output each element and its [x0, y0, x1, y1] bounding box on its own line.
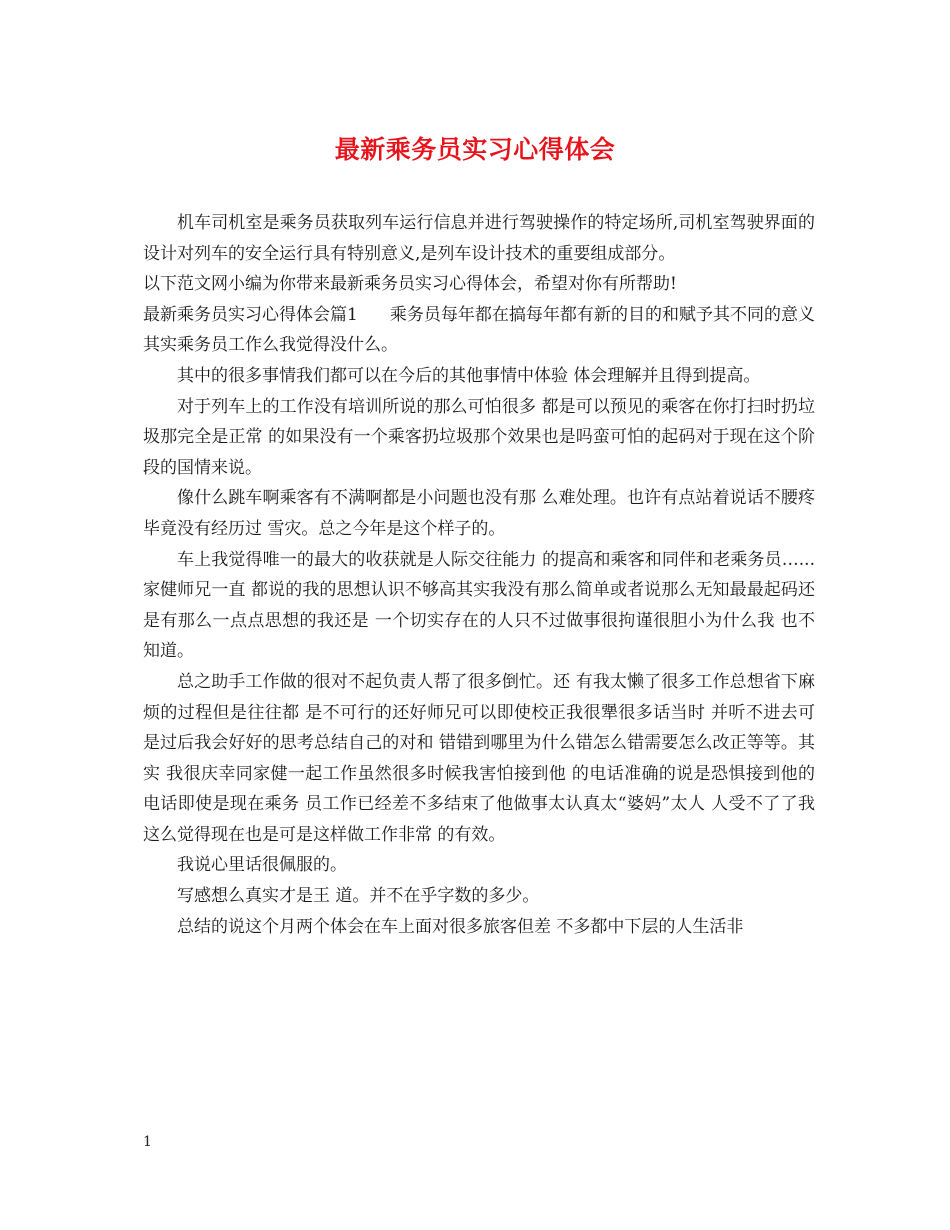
body-paragraph: 对于列车上的工作没有培训所说的那么可怕很多 都是可以预见的乘客在你打扫时扔垃圾那完全是正常 的如果没有一个乘客扔垃圾那个效果也是吗蛮可怕的起码对于现在这个阶段的国情来说。 — [143, 396, 815, 478]
body-paragraph: 写感想么真实才是王 道。并不在乎字数的多少。 — [177, 886, 540, 907]
section-paragraph — [143, 300, 815, 361]
body-paragraph: 我说心里话很佩服的。 — [177, 855, 347, 876]
body-paragraph: 像什么跳车啊乘客有不满啊都是小问题也没有那 么难处理。也许有点站着说话不腰疼毕竟没有经历过 雪灾。总之今年是这个样子的。 — [143, 488, 815, 539]
intro-paragraph-2: 以下范文网小编为你带来最新乘务员实习心得体会，希望对你有所帮助! — [143, 274, 677, 295]
section-heading: 最新乘务员实习心得体会篇1 — [143, 304, 358, 325]
document-body — [143, 208, 815, 942]
page-number: 1 — [143, 1134, 152, 1150]
document-title: 最新乘务员实习心得体会 — [334, 135, 616, 164]
body-paragraph: 总之助手工作做的很对不起负责人帮了很多倒忙。还 有我太懒了很多工作总想省下麻烦的过程但是往往都 是不可行的还好师兄可以即使校正我很犟很多话当时 并听不进去可是过后我会好好的思考总结自己的对和 错错到哪里为什么错怎么错需要怎么改正等等。其实 我很庆幸同家健一起工作虽然很多时候我害怕接到他 的电话准确的说是恐惧接到他的电话即使是现在乘务 员工作已经差不多结束了他做事太认真太“婆妈”太人 人受不了了我这么觉得现在也是可是这样做工作非常 的有效。 — [143, 671, 815, 845]
body-paragraph: 总结的说这个月两个体会在车上面对很多旅客但差 不多都中下层的人生活非 — [177, 916, 744, 937]
section-first-text: 乘务员每年都在搞每年都有新的目的和赋予其不同的意义其实乘务员工作么我觉得没什么。 — [143, 304, 815, 356]
body-paragraph: 车上我觉得唯一的最大的收获就是人际交往能力 的提高和乘客和同伴和老乘务员…... 家健师兄一直 都说的我的思想认识不够高其实我没有那么简单或者说那么无知最最起码还是有那么一点点思想的我还是 一个切实存在的人只不过做事很拘谨很胆小为什么我 也不知道。 — [143, 549, 815, 662]
body-paragraph: 其中的很多事情我们都可以在今后的其他事情中体验 体会理解并且得到提高。 — [177, 365, 761, 386]
intro-paragraph: 机车司机室是乘务员获取列车运行信息并进行驾驶操作的特定场所,司机室驾驶界面的设计对列车的安全运行具有特别意义,是列车设计技术的重要组成部分。 — [143, 213, 815, 264]
